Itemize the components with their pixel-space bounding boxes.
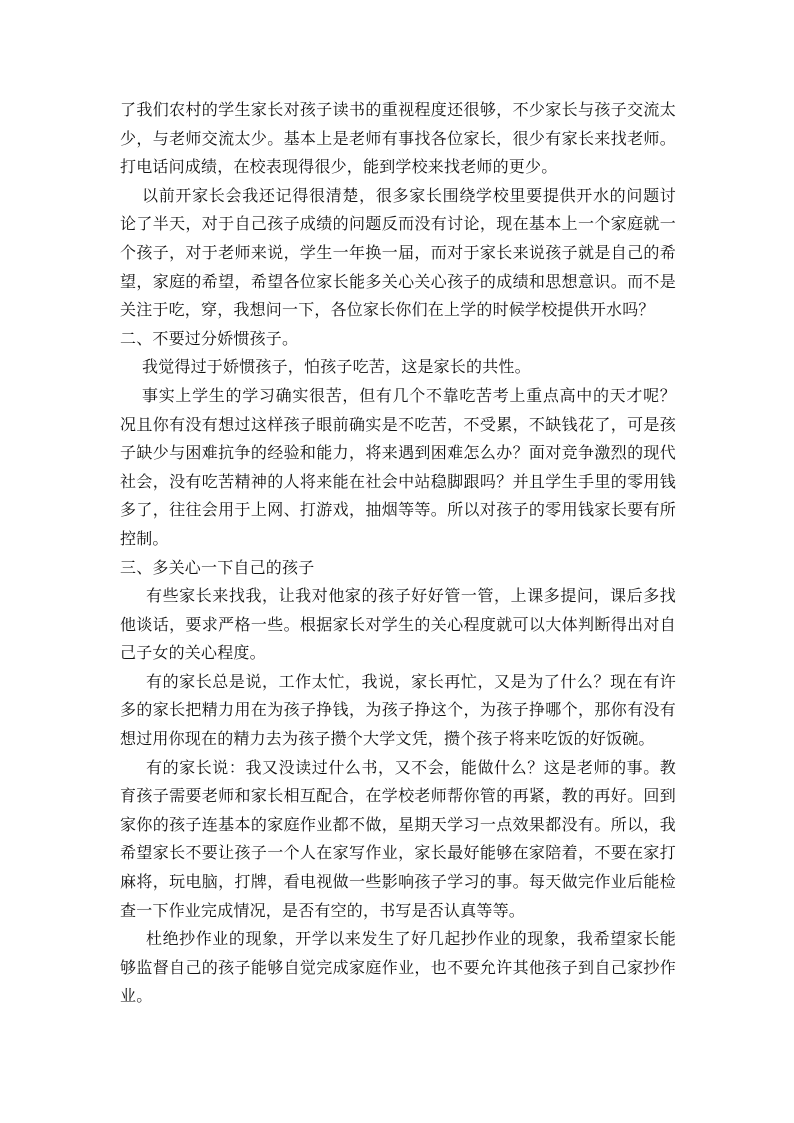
paragraph-continuation: 了我们农村的学生家长对孩子读书的重视程度还很够，不少家长与孩子交流太少，与老师交流太少。基本上是老师有事找各位家长，很少有家长来找老师。打电话问成绩，在校表现得很少，能到学校来找老师的更少。 bbox=[120, 100, 676, 177]
paragraph-copying-homework: 杜绝抄作业的现象，开学以来发生了好几起抄作业的现象，我希望家长能够监督自己的孩子能够自觉完成家庭作业，也不要允许其他孩子到自己家抄作业。 bbox=[120, 929, 676, 1006]
section-heading-2: 二、不要过分娇惯孩子。 bbox=[120, 328, 299, 348]
paragraph-spoiling: 我觉得过于娇惯孩子，怕孩子吃苦，这是家长的共性。 bbox=[142, 357, 531, 377]
paragraph-hardship: 事实上学生的学习确实很苦，但有几个不靠吃苦考上重点高中的天才呢？况且你有没有想过这样孩子眼前确实是不吃苦，不受累，不缺钱花了，可是孩子缺少与困难抗争的经验和能力，将来遇到困难怎么办？面对竞争激烈的现代社会，没有吃苦精神的人将来能在社会中站稳脚跟吗？并且学生手里的零用钱多了，往往会用于上网、打游戏，抽烟等等。所以对孩子的零用钱家长要有所控制。 bbox=[120, 385, 676, 548]
paragraph-parent-meeting: 以前开家长会我还记得很清楚，很多家长围绕学校里要提供开水的问题讨论了半天，对于自己孩子成绩的问题反而没有讨论，现在基本上一个家庭就一个孩子，对于老师来说，学生一年换一届，而对于家长来说孩子就是自己的希望，家庭的希望，希望各位家长能多关心关心孩子的成绩和思想意识。而不是关注于吃，穿，我想问一下，各位家长你们在上学的时候学校提供开水吗？ bbox=[120, 185, 676, 320]
paragraph-parents-request: 有些家长来找我，让我对他家的孩子好好管一管，上课多提问，课后多找他谈话，要求严格一些。根据家长对学生的关心程度就可以大体判断得出对自己子女的关心程度。 bbox=[120, 586, 676, 663]
document-page bbox=[120, 96, 676, 1011]
section-heading-3: 三、多关心一下自己的孩子 bbox=[120, 557, 315, 577]
paragraph-busy-parents: 有的家长总是说，工作太忙，我说，家长再忙，又是为了什么？现在有许多的家长把精力用在为孩子挣钱，为孩子挣这个，为孩子挣哪个，那你有没有想过用你现在的精力去为孩子攒个大学文凭，攒个孩子将来吃饭的好饭碗。 bbox=[120, 671, 676, 749]
paragraph-cooperation: 有的家长说：我又没读过什么书，又不会，能做什么？这是老师的事。教育孩子需要老师和家长相互配合，在学校老师帮你管的再紧，教的再好。回到家你的孩子连基本的家庭作业都不做，星期天学习一点效果都没有。所以，我希望家长不要让孩子一个人在家写作业，家长最好能够在家陪着，不要在家打麻将，玩电脑，打牌，看电视做一些影响孩子学习的事。每天做完作业后能检查一下作业完成情况，是否有空的，书写是否认真等等。 bbox=[120, 757, 676, 920]
